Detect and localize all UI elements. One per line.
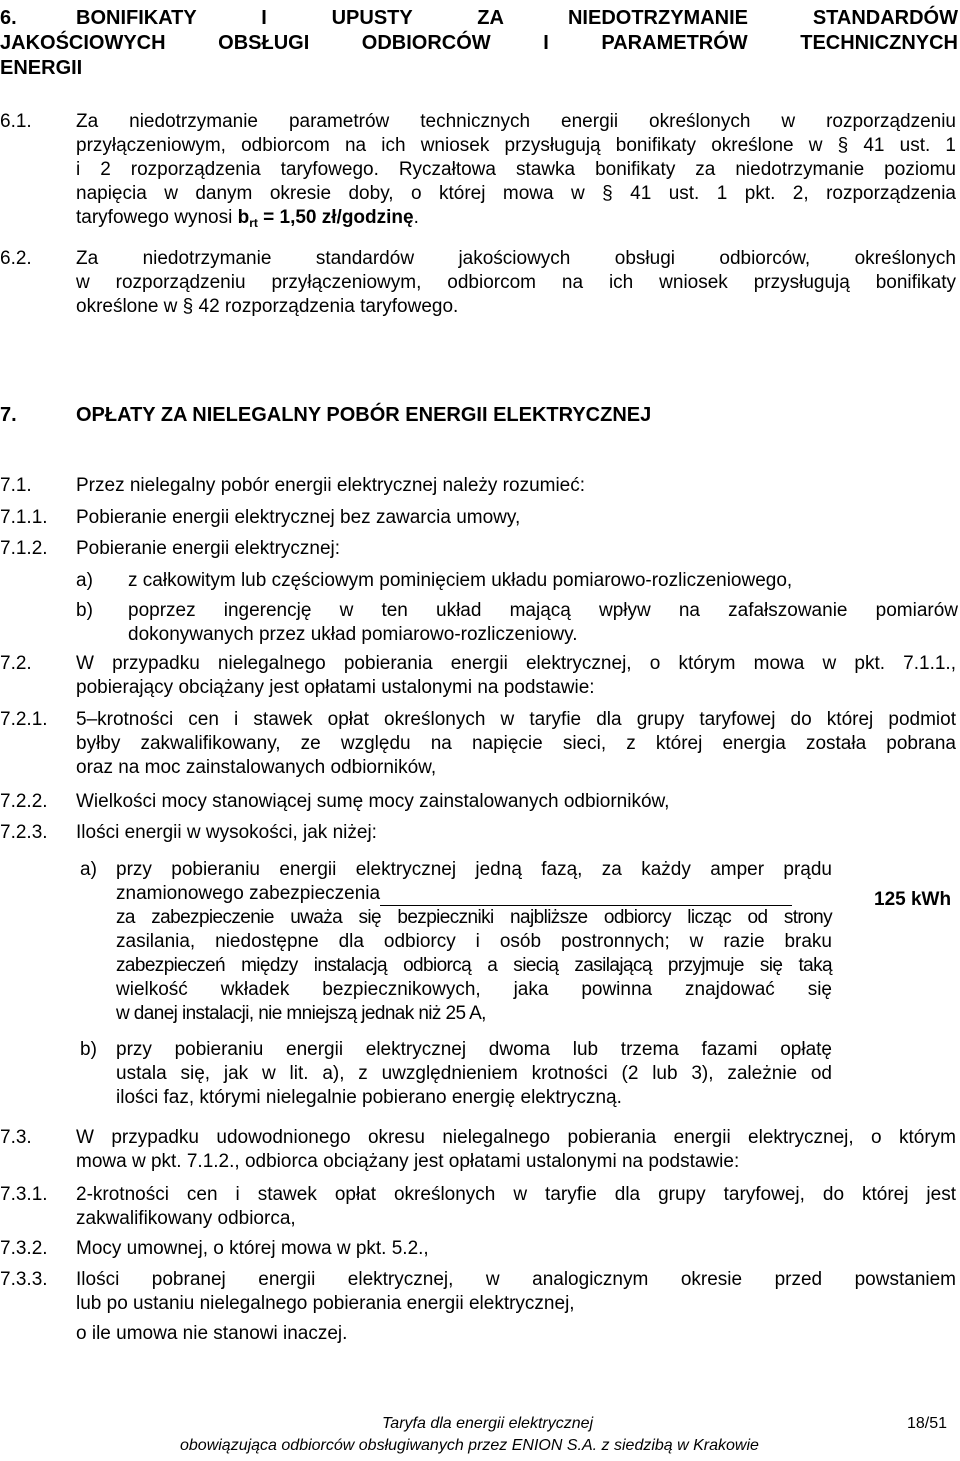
energy-item-a-line-2 bbox=[116, 882, 832, 906]
paragraph-7-3-3-number: 7.3.3. bbox=[0, 1269, 48, 1290]
paragraph-6-2-line-2: w rozporządzeniu przyłączeniowym, odbiorcom na ich wniosek przysługują bonifikaty bbox=[76, 272, 956, 293]
paragraph-7-3-3-line-3: o ile umowa nie stanowi inaczej. bbox=[76, 1323, 348, 1344]
paragraph-7-3-2 bbox=[0, 1237, 956, 1261]
period: . bbox=[413, 207, 419, 228]
paragraph-7-2-3-number: 7.2.3. bbox=[0, 822, 48, 843]
energy-value: 125 kWh bbox=[874, 889, 952, 910]
paragraph-6-1 bbox=[0, 110, 956, 235]
paragraph-6-1-number: 6.1. bbox=[0, 111, 32, 132]
list-item-b-line-2: dokonywanych przez układ pomiarowo-rozliczeniowy. bbox=[128, 624, 578, 645]
paragraph-7-2-2-text: Wielkości mocy stanowiącej sumę mocy zainstalowanych odbiorników, bbox=[76, 791, 670, 812]
section-6-title-line-2: JAKOŚCIOWYCH OBSŁUGI ODBIORCÓW I PARAMETRÓW TECHNICZNYCH bbox=[0, 32, 958, 54]
paragraph-7-2-1-line-1: 5–krotności cen i stawek opłat określonych w taryfie dla grupy taryfowej do której podmiot bbox=[76, 709, 956, 730]
list-item-b-line-1: poprzez ingerencję w ten układ mającą wpływ na zafałszowanie pomiarów bbox=[128, 600, 958, 621]
footer-subtitle: obowiązująca odbiorców obsługiwanych przez ENION S.A. z siedzibą w Krakowie bbox=[180, 1437, 759, 1454]
paragraph-7-1-text: Przez nielegalny pobór energii elektrycznej należy rozumieć: bbox=[76, 475, 586, 496]
paragraph-7-3-1-number: 7.3.1. bbox=[0, 1184, 48, 1205]
paragraph-7-2 bbox=[0, 652, 956, 700]
list-item-b bbox=[76, 599, 958, 647]
paragraph-6-1-line-1: Za niedotrzymanie parametrów technicznych energii określonych w rozporządzeniu bbox=[76, 111, 956, 132]
tariff-text: taryfowego wynosi bbox=[76, 207, 238, 228]
paragraph-7-2-line-2: pobierający obciążany jest opłatami ustalonymi na podstawie: bbox=[76, 677, 595, 698]
energy-item-a-line-3: za zabezpieczenie uważa się bezpieczniki najbliższe odbiorcy licząc od strony bbox=[116, 907, 832, 928]
energy-item-a-marker: a) bbox=[80, 859, 97, 880]
paragraph-7-2-1-line-3: oraz na moc zainstalowanych odbiorników, bbox=[76, 757, 437, 778]
paragraph-7-2-2-number: 7.2.2. bbox=[0, 791, 48, 812]
footer-title: Taryfa dla energii elektrycznej bbox=[382, 1415, 594, 1432]
section-7-number: 7. bbox=[0, 404, 17, 426]
list-item-a-text: z całkowitym lub częściowym pominięciem układu pomiarowo-rozliczeniowego, bbox=[128, 570, 793, 591]
paragraph-7-1-2 bbox=[0, 537, 958, 645]
paragraph-7-1-1-text: Pobieranie energii elektrycznej bez zawarcia umowy, bbox=[76, 507, 521, 528]
paragraph-7-3-2-number: 7.3.2. bbox=[0, 1238, 48, 1259]
blank-line bbox=[380, 887, 792, 906]
paragraph-7-2-1-line-2: byłby zakwalifikowany, ze względu na napięcie sieci, z której energia została pobrana bbox=[76, 733, 956, 754]
paragraph-7-2-3-text: Ilości energii w wysokości, jak niżej: bbox=[76, 822, 377, 843]
section-6-title-line-3: ENERGII bbox=[0, 57, 83, 79]
paragraph-7-3-1-line-2: zakwalifikowany odbiorca, bbox=[76, 1208, 296, 1229]
rate-symbol: b bbox=[237, 207, 250, 228]
energy-item-b bbox=[80, 1038, 832, 1110]
paragraph-6-2-line-3: określone w § 42 rozporządzenia taryfowego. bbox=[76, 296, 459, 317]
paragraph-7-3-2-text: Mocy umownej, o której mowa w pkt. 5.2., bbox=[76, 1238, 429, 1259]
paragraph-7-3-3-line-1: Ilości pobranej energii elektrycznej, w analogicznym okresie przed powstaniem bbox=[76, 1269, 956, 1290]
list-item-b-marker: b) bbox=[76, 600, 93, 621]
energy-item-a-line-1: przy pobieraniu energii elektrycznej jedną fazą, za każdy amper prądu bbox=[116, 859, 832, 880]
paragraph-7-3-1-line-1: 2-krotności cen i stawek opłat określonych w taryfie dla grupy taryfowej, do której jest bbox=[76, 1184, 956, 1205]
energy-item-a-line-4: zasilania, niedostępne dla odbiorcy i osób postronnych; w razie braku bbox=[116, 931, 832, 952]
paragraph-7-2-2 bbox=[0, 790, 956, 814]
page-number: 18/51 bbox=[907, 1415, 948, 1432]
rate-subscript: rt bbox=[249, 216, 258, 230]
energy-item-b-line-3: ilości faz, którymi nielegalnie pobierano energię elektryczną. bbox=[116, 1087, 622, 1108]
paragraph-6-1-line-5 bbox=[76, 206, 956, 235]
energy-item-a-line-5: zabezpieczeń między instalacją odbiorcą a siecią zasilającą przyjmuje się taką bbox=[116, 955, 832, 976]
paragraph-6-1-line-3: i 2 rozporządzenia taryfowego. Ryczałtowa stawka bonifikaty za niedotrzymanie poziomu bbox=[76, 159, 956, 180]
paragraph-6-2-line-1: Za niedotrzymanie standardów jakościowych obsługi odbiorców, określonych bbox=[76, 248, 956, 269]
section-7-title: OPŁATY ZA NIELEGALNY POBÓR ENERGII ELEKTRYCZNEJ bbox=[76, 404, 652, 426]
paragraph-7-3 bbox=[0, 1126, 956, 1174]
paragraph-7-2-1 bbox=[0, 708, 956, 780]
paragraph-7-1-1 bbox=[0, 506, 956, 530]
paragraph-7-2-3 bbox=[0, 821, 958, 845]
paragraph-6-2-number: 6.2. bbox=[0, 248, 32, 269]
paragraph-7-1-2-text: Pobieranie energii elektrycznej: bbox=[76, 538, 341, 559]
fuse-label: znamionowego zabezpieczenia bbox=[116, 883, 381, 904]
paragraph-7-2-number: 7.2. bbox=[0, 653, 32, 674]
section-7-heading bbox=[0, 403, 900, 428]
paragraph-6-1-line-2: przyłączeniowym, odbiorcom na ich wniosek przysługują bonifikaty określone w § 41 ust. 1 bbox=[76, 135, 956, 156]
paragraph-7-1-1-number: 7.1.1. bbox=[0, 507, 48, 528]
paragraph-7-1-2-number: 7.1.2. bbox=[0, 538, 48, 559]
paragraph-7-1-number: 7.1. bbox=[0, 475, 32, 496]
energy-item-a-line-6: wielkość wkładek bezpiecznikowych, jaka powinna znajdować się bbox=[116, 979, 832, 1000]
paragraph-7-2-1-number: 7.2.1. bbox=[0, 709, 48, 730]
energy-item-b-line-2: ustala się, jak w lit. a), z uwzględnieniem krotności (2 lub 3), zależnie od bbox=[116, 1063, 832, 1084]
paragraph-7-1 bbox=[0, 474, 956, 498]
paragraph-7-3-line-2: mowa w pkt. 7.1.2., odbiorca obciążany jest opłatami ustalonymi na podstawie: bbox=[76, 1151, 740, 1172]
paragraph-7-3-3-line-2: lub po ustaniu nielegalnego pobierania energii elektrycznej, bbox=[76, 1293, 575, 1314]
paragraph-7-3-number: 7.3. bbox=[0, 1127, 32, 1148]
paragraph-7-3-3 bbox=[0, 1268, 956, 1346]
section-6-title-line-1: BONIFIKATY I UPUSTY ZA NIEDOTRZYMANIE STANDARDÓW bbox=[76, 7, 958, 29]
section-6-number: 6. bbox=[0, 7, 17, 29]
rate-value: = 1,50 zł/godzinę bbox=[257, 207, 414, 228]
energy-item-a-line-7: w danej instalacji, nie mniejszą jednak niż 25 A, bbox=[116, 1003, 486, 1024]
paragraph-6-2 bbox=[0, 247, 956, 319]
paragraph-7-2-line-1: W przypadku nielegalnego pobierania energii elektrycznej, o którym mowa w pkt. 7.1.1., bbox=[76, 653, 956, 674]
energy-item-b-marker: b) bbox=[80, 1039, 97, 1060]
list-item-a-marker: a) bbox=[76, 570, 93, 591]
list-item-a bbox=[76, 569, 956, 593]
paragraph-7-3-1 bbox=[0, 1183, 956, 1231]
paragraph-7-3-line-1: W przypadku udowodnionego okresu nielegalnego pobierania energii elektrycznej, o którym bbox=[76, 1127, 956, 1148]
energy-item-a bbox=[80, 858, 832, 1026]
energy-item-b-line-1: przy pobieraniu energii elektrycznej dwoma lub trzema fazami opłatę bbox=[116, 1039, 832, 1060]
paragraph-6-1-line-4: napięcia w danym okresie doby, o której mowa w § 41 ust. 1 pkt. 2, rozporządzenia bbox=[76, 183, 956, 204]
section-6-heading bbox=[0, 6, 958, 81]
